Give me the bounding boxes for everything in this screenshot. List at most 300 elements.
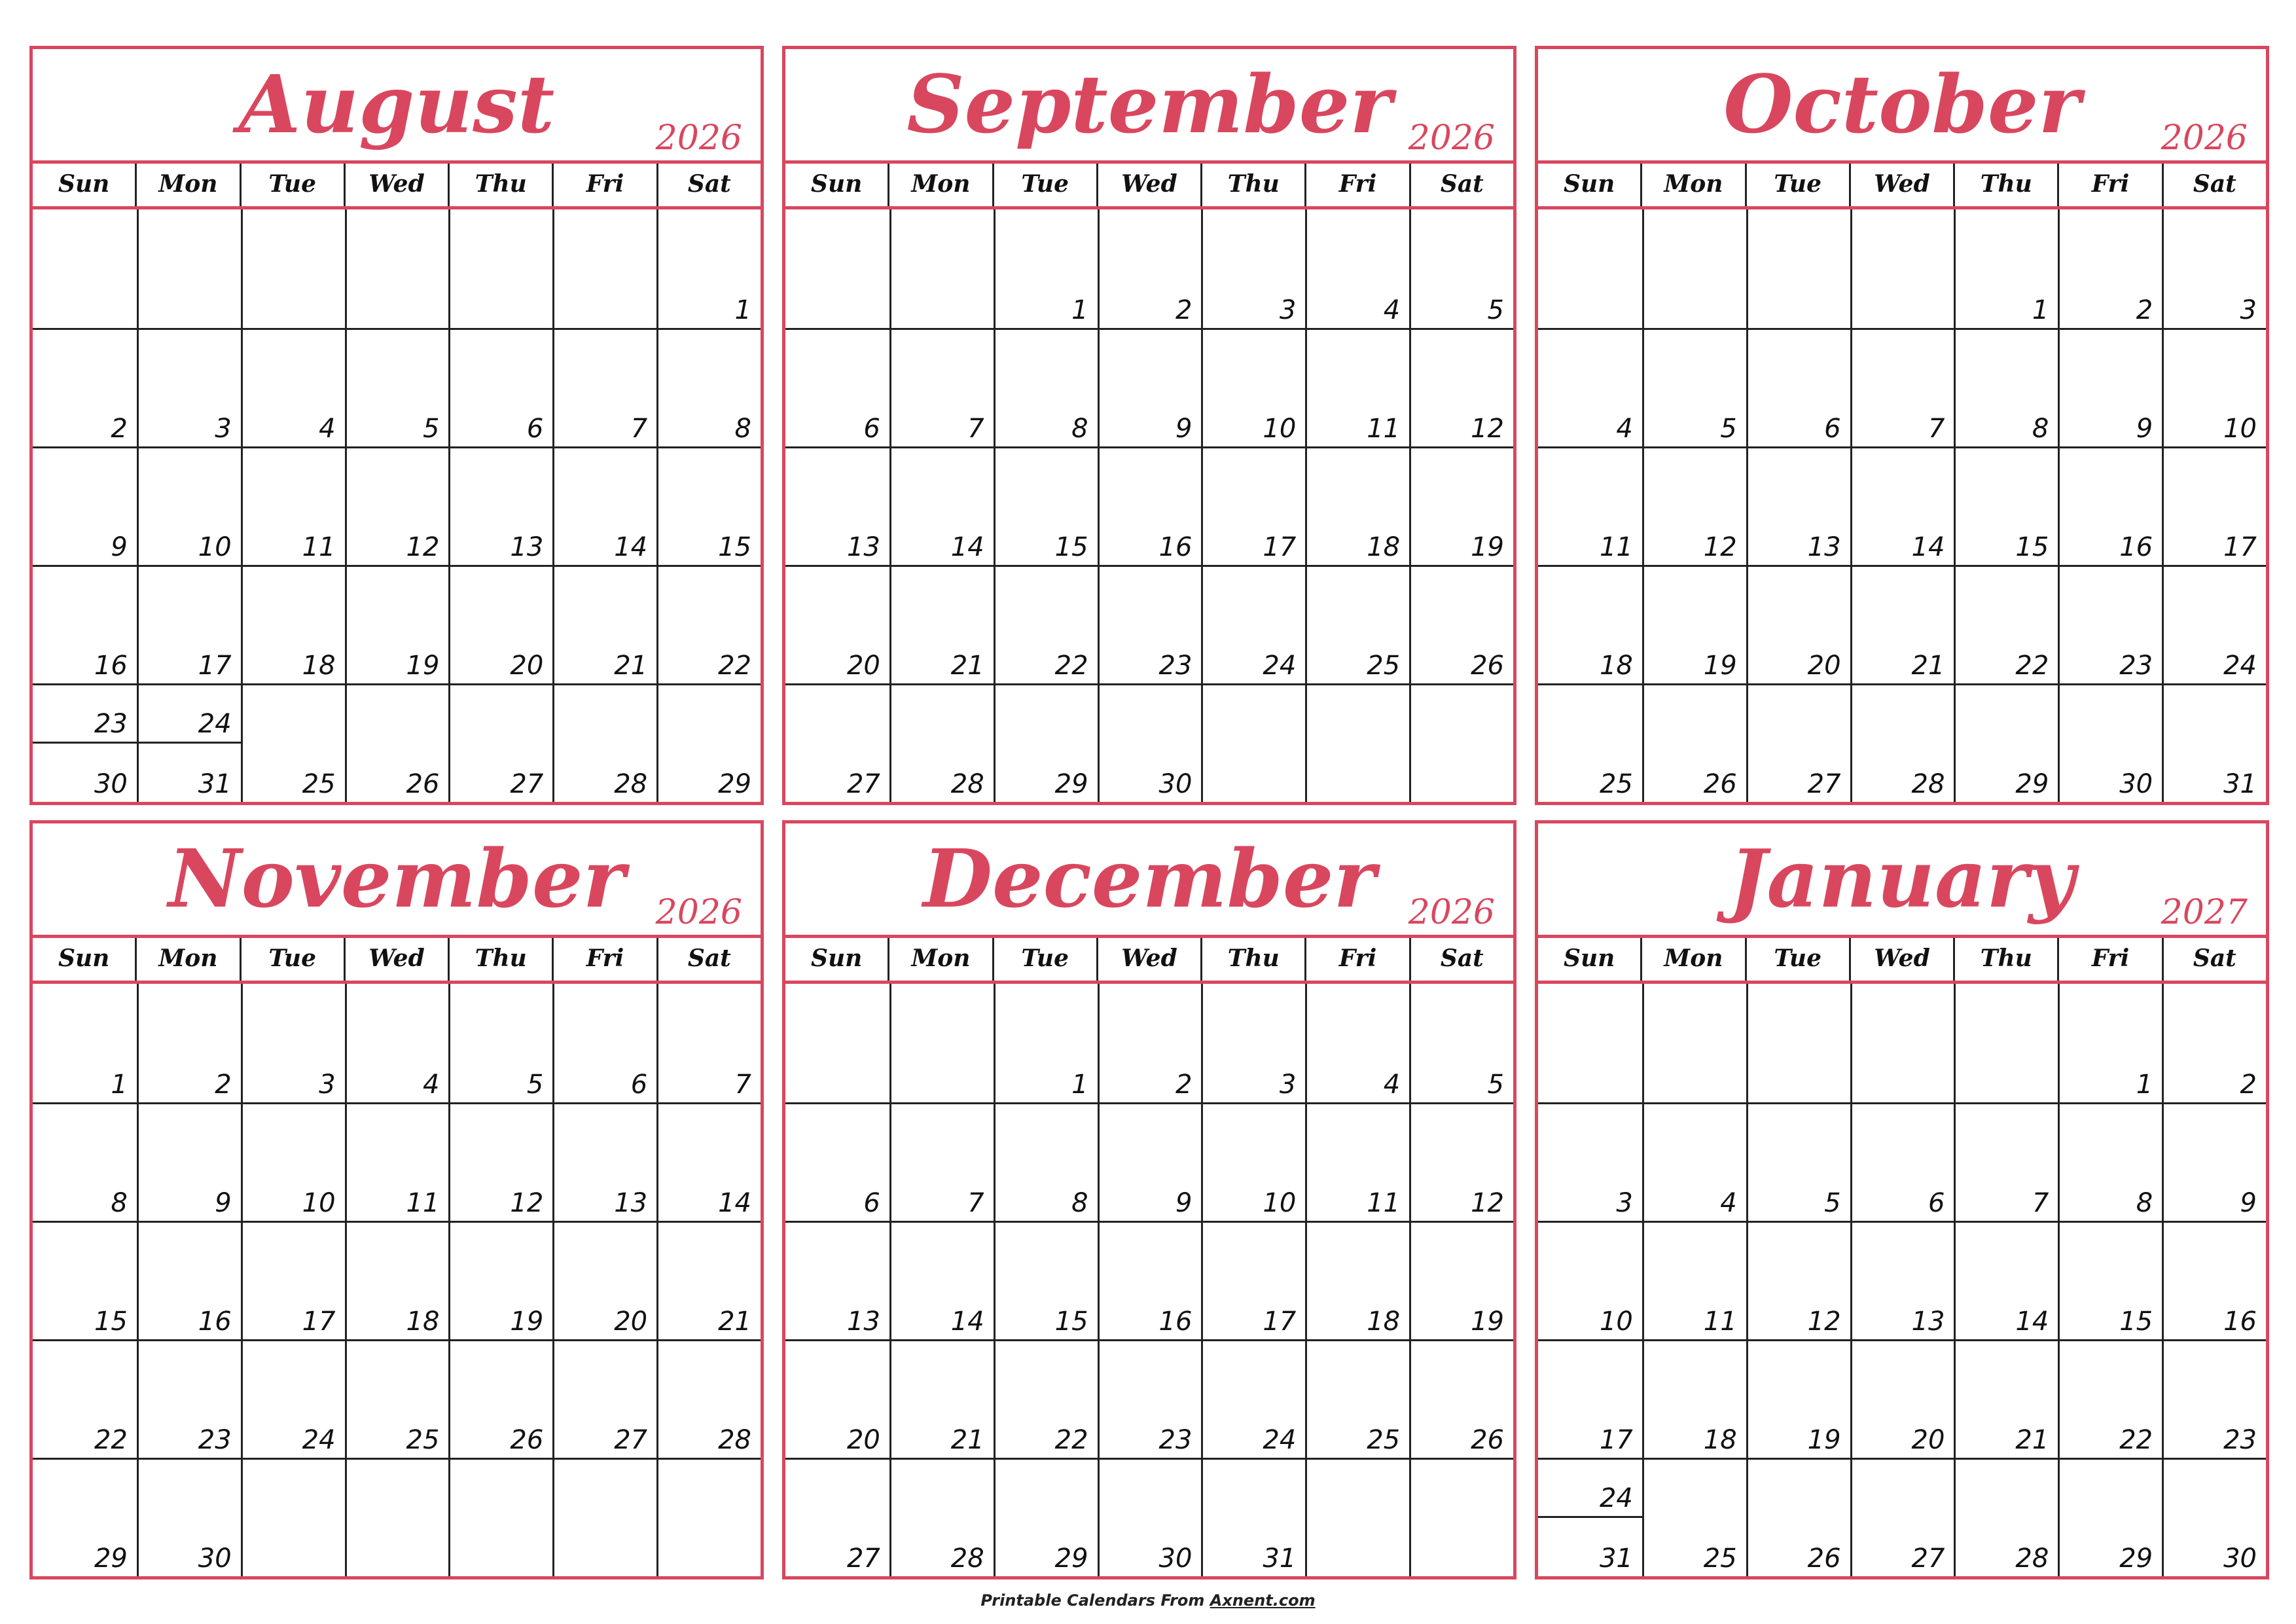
day-number: 13	[1807, 532, 1841, 562]
day-number: 24	[1263, 1425, 1297, 1455]
day-number: 30	[2119, 769, 2153, 799]
day-number: 12	[406, 532, 440, 562]
day-cell	[2058, 1221, 2162, 1339]
day-number: 23	[2223, 1425, 2257, 1455]
day-cell	[137, 209, 241, 328]
day-cell	[1746, 446, 1850, 565]
day-number: 25	[1367, 651, 1401, 681]
day-number: 11	[1367, 414, 1401, 444]
day-cell	[2058, 328, 2162, 446]
day-cell	[345, 209, 449, 328]
day-number: 9	[1175, 1188, 1193, 1218]
day-number: 4	[422, 1070, 440, 1100]
day-cell	[552, 209, 656, 328]
day-cell	[552, 446, 656, 565]
weekday-header-row	[33, 938, 761, 984]
day-number: 30	[2223, 1543, 2257, 1574]
day-cell	[2058, 446, 2162, 565]
day-cell-split-top	[33, 685, 137, 744]
day-number: 7	[630, 414, 648, 444]
day-number: 12	[1471, 414, 1504, 444]
day-cell	[1538, 328, 1642, 446]
day-cell	[552, 565, 656, 683]
day-cell	[1642, 328, 1746, 446]
weekday-label: Tue	[1745, 164, 1849, 206]
month-header	[33, 823, 761, 938]
day-number: 21	[950, 1425, 984, 1455]
day-number: 12	[1471, 1188, 1504, 1218]
day-cell	[241, 209, 345, 328]
day-number: 14	[950, 532, 984, 562]
day-cell	[994, 1458, 1098, 1576]
day-cell	[1098, 1339, 1202, 1458]
day-cell	[656, 328, 761, 446]
day-cell	[889, 1339, 994, 1458]
day-number: 22	[2119, 1425, 2153, 1455]
day-number: 8	[2032, 414, 2049, 444]
day-number: 16	[198, 1307, 232, 1337]
day-cell	[785, 984, 889, 1102]
day-number: 4	[1383, 1070, 1401, 1100]
day-number: 3	[1279, 295, 1297, 325]
day-cell	[889, 683, 994, 802]
day-number: 31	[1263, 1543, 1297, 1574]
day-grid	[785, 209, 1513, 802]
day-cell	[241, 328, 345, 446]
day-number: 16	[1158, 532, 1193, 562]
day-number: 1	[2136, 1070, 2153, 1100]
day-cell	[1201, 1458, 1305, 1576]
weekday-label: Thu	[1953, 164, 2057, 206]
day-cell	[33, 1339, 137, 1458]
day-number: 15	[1054, 532, 1088, 562]
day-cell	[1642, 446, 1746, 565]
day-number: 20	[1807, 651, 1841, 681]
day-cell	[785, 683, 889, 802]
day-number: 25	[1703, 1543, 1737, 1574]
weekday-label: Wed	[1096, 164, 1200, 206]
day-number: 10	[302, 1188, 336, 1218]
day-number: 12	[510, 1188, 544, 1218]
day-cell	[994, 209, 1098, 328]
day-number: 15	[718, 532, 751, 562]
day-cell	[2058, 565, 2162, 683]
day-cell	[889, 209, 994, 328]
weekday-label: Fri	[2057, 938, 2161, 981]
day-number: 31	[198, 769, 232, 799]
day-cell	[137, 984, 241, 1102]
day-cell	[33, 446, 137, 565]
day-number: 1	[1071, 1070, 1088, 1100]
day-cell	[1409, 683, 1513, 802]
day-number: 8	[1071, 1188, 1088, 1218]
day-number: 17	[1263, 532, 1297, 562]
day-cell	[1305, 1458, 1409, 1576]
weekday-label: Sun	[810, 945, 863, 972]
day-cell	[137, 328, 241, 446]
day-number: 30	[198, 1543, 232, 1574]
day-cell	[1954, 984, 2058, 1102]
day-cell	[1642, 565, 1746, 683]
day-number: 29	[1054, 769, 1088, 799]
day-number: 18	[1599, 651, 1633, 681]
day-cell	[1305, 209, 1409, 328]
weekday-label: Sat	[656, 938, 761, 981]
day-number: 7	[2032, 1188, 2049, 1218]
day-cell	[1201, 446, 1305, 565]
day-cell	[1201, 1102, 1305, 1221]
day-number: 5	[1487, 1070, 1504, 1100]
day-cell	[1954, 328, 2058, 446]
day-number: 29	[94, 1543, 128, 1574]
day-number: 8	[111, 1188, 128, 1218]
day-number: 22	[1054, 651, 1088, 681]
day-cell	[1954, 1458, 2058, 1576]
month-header	[1538, 49, 2266, 164]
weekday-label: Fri	[552, 938, 656, 981]
month-january	[1535, 820, 2269, 1579]
day-cell	[241, 1339, 345, 1458]
day-cell	[33, 1458, 137, 1576]
day-cell	[994, 1102, 1098, 1221]
day-cell	[2162, 328, 2266, 446]
day-cell	[137, 446, 241, 565]
day-cell	[1954, 446, 2058, 565]
weekday-label: Sat	[1409, 938, 1513, 981]
day-number: 18	[1367, 532, 1401, 562]
month-title: November	[168, 831, 625, 926]
month-november	[29, 820, 764, 1579]
day-cell	[448, 565, 552, 683]
weekday-label: Wed	[1849, 938, 1953, 981]
day-number: 16	[1158, 1307, 1193, 1337]
day-cell	[1409, 1102, 1513, 1221]
day-cell	[1746, 1458, 1850, 1576]
day-cell	[33, 565, 137, 683]
day-number: 13	[846, 1307, 880, 1337]
day-number: 18	[302, 651, 336, 681]
day-cell	[1850, 328, 1954, 446]
day-cell	[1642, 1339, 1746, 1458]
day-cell	[2058, 683, 2162, 802]
day-cell	[1098, 565, 1202, 683]
day-number: 19	[510, 1307, 544, 1337]
weekday-header-row	[33, 164, 761, 209]
weekday-label: Mon	[1640, 164, 1744, 206]
day-number: 23	[1158, 1425, 1193, 1455]
day-cell	[345, 984, 449, 1102]
day-number: 9	[2240, 1188, 2257, 1218]
day-number: 26	[1703, 769, 1737, 799]
day-number: 4	[1616, 414, 1633, 444]
day-cell	[1746, 1339, 1850, 1458]
month-year: 2026	[1408, 118, 1495, 158]
weekday-label: Thu	[1953, 938, 2057, 981]
day-number: 15	[94, 1307, 128, 1337]
day-cell	[785, 1221, 889, 1339]
footer-site-link[interactable]: Axnent.com	[1210, 1591, 1316, 1610]
weekday-label: Sun	[810, 170, 863, 198]
weekday-header-row	[1538, 164, 2266, 209]
day-cell	[785, 1458, 889, 1576]
day-cell	[656, 1458, 761, 1576]
day-number: 27	[846, 769, 880, 799]
day-cell	[1642, 209, 1746, 328]
day-number: 2	[1175, 1070, 1193, 1100]
day-number: 10	[2223, 414, 2257, 444]
day-cell	[345, 328, 449, 446]
day-cell	[656, 1339, 761, 1458]
day-number: 19	[1703, 651, 1737, 681]
day-cell-split-top	[139, 685, 241, 744]
day-cell	[448, 1102, 552, 1221]
day-cell	[656, 984, 761, 1102]
day-number: 15	[2015, 532, 2049, 562]
day-number: 4	[319, 414, 336, 444]
day-number: 23	[1158, 651, 1193, 681]
day-number: 17	[198, 651, 232, 681]
day-cell	[1409, 209, 1513, 328]
month-title: October	[1723, 57, 2081, 151]
day-cell	[241, 984, 345, 1102]
day-number: 20	[846, 1425, 880, 1455]
weekday-label: Thu	[1200, 938, 1304, 981]
day-cell	[2058, 1458, 2162, 1576]
day-number: 19	[1471, 1307, 1504, 1337]
day-cell	[1850, 209, 1954, 328]
day-cell	[2162, 1339, 2266, 1458]
day-number: 9	[2136, 414, 2153, 444]
day-number: 6	[863, 414, 880, 444]
day-number: 2	[2240, 1070, 2257, 1100]
day-number: 20	[846, 651, 880, 681]
day-cell	[345, 1221, 449, 1339]
day-number: 26	[510, 1425, 544, 1455]
day-cell	[785, 209, 889, 328]
day-number: 2	[1175, 295, 1193, 325]
month-title: December	[923, 831, 1376, 926]
weekday-label: Thu	[1200, 164, 1304, 206]
day-number: 15	[2119, 1307, 2153, 1337]
day-number: 27	[510, 769, 544, 799]
day-number: 7	[967, 414, 984, 444]
day-cell	[785, 1339, 889, 1458]
day-number: 20	[614, 1307, 648, 1337]
day-number: 30	[94, 769, 128, 799]
day-cell	[552, 683, 656, 802]
day-cell	[241, 1102, 345, 1221]
day-cell	[889, 1102, 994, 1221]
day-cell	[2058, 209, 2162, 328]
day-number: 28	[950, 1543, 984, 1574]
day-grid	[1538, 209, 2266, 802]
day-cell	[994, 1221, 1098, 1339]
day-cell	[1538, 984, 1642, 1102]
day-number: 22	[94, 1425, 128, 1455]
day-number: 4	[1383, 295, 1401, 325]
weekday-label: Tue	[992, 938, 1096, 981]
day-number: 18	[406, 1307, 440, 1337]
weekday-label: Sat	[2162, 164, 2266, 206]
day-number: 17	[1599, 1425, 1633, 1455]
day-cell	[1409, 984, 1513, 1102]
month-header	[785, 49, 1513, 164]
day-cell	[889, 984, 994, 1102]
day-number: 21	[2015, 1425, 2049, 1455]
day-number: 29	[718, 769, 751, 799]
weekday-label: Sun	[1563, 170, 1615, 198]
day-cell	[448, 1458, 552, 1576]
day-cell	[1201, 328, 1305, 446]
day-cell	[1850, 683, 1954, 802]
day-cell	[2058, 984, 2162, 1102]
day-cell	[345, 1339, 449, 1458]
weekday-label: Sun	[58, 170, 110, 198]
day-cell	[1201, 683, 1305, 802]
day-cell	[1850, 446, 1954, 565]
weekday-label: Fri	[552, 164, 656, 206]
day-cell	[2162, 209, 2266, 328]
day-number: 5	[1720, 414, 1737, 444]
day-grid	[785, 984, 1513, 1576]
day-cell	[448, 446, 552, 565]
day-cell	[2162, 565, 2266, 683]
day-cell	[1305, 984, 1409, 1102]
day-number: 3	[319, 1070, 336, 1100]
day-cell	[1409, 1458, 1513, 1576]
day-cell	[889, 1221, 994, 1339]
day-number: 19	[1807, 1425, 1841, 1455]
day-number: 23	[198, 1425, 232, 1455]
day-cell	[33, 1221, 137, 1339]
day-number: 3	[1279, 1070, 1297, 1100]
day-cell	[1098, 1102, 1202, 1221]
day-cell	[137, 1102, 241, 1221]
day-cell	[345, 446, 449, 565]
day-number: 5	[422, 414, 440, 444]
day-number: 13	[510, 532, 544, 562]
day-cell	[1098, 328, 1202, 446]
day-cell	[1538, 565, 1642, 683]
day-cell	[656, 683, 761, 802]
day-cell	[1098, 446, 1202, 565]
day-cell	[1409, 1339, 1513, 1458]
day-number: 29	[1054, 1543, 1088, 1574]
day-cell	[137, 1339, 241, 1458]
day-cell	[448, 1221, 552, 1339]
weekday-label: Thu	[448, 164, 552, 206]
day-number: 6	[1928, 1188, 1945, 1218]
weekday-label: Sat	[2162, 938, 2266, 981]
day-cell	[33, 328, 137, 446]
day-cell	[2162, 1221, 2266, 1339]
weekday-label: Fri	[2057, 164, 2161, 206]
day-cell	[994, 565, 1098, 683]
day-number: 14	[950, 1307, 984, 1337]
day-cell	[1642, 683, 1746, 802]
month-title: August	[238, 57, 555, 151]
day-grid	[33, 984, 761, 1576]
day-number: 9	[111, 532, 128, 562]
weekday-label: Sun	[58, 945, 110, 972]
day-number: 1	[111, 1070, 128, 1100]
day-cell	[656, 1221, 761, 1339]
day-number: 31	[2223, 769, 2257, 799]
day-cell	[994, 683, 1098, 802]
weekday-label: Tue	[240, 938, 344, 981]
day-cell	[345, 565, 449, 683]
day-number: 6	[630, 1070, 648, 1100]
day-cell	[1538, 209, 1642, 328]
day-cell	[2162, 446, 2266, 565]
day-cell	[552, 1221, 656, 1339]
day-cell	[137, 1458, 241, 1576]
day-cell	[448, 209, 552, 328]
day-cell	[1305, 565, 1409, 683]
day-number: 3	[1616, 1188, 1633, 1218]
day-cell	[33, 1102, 137, 1221]
weekday-label: Mon	[888, 164, 992, 206]
day-cell	[345, 683, 449, 802]
day-cell	[1954, 683, 2058, 802]
day-number: 1	[2032, 295, 2049, 325]
day-cell	[448, 683, 552, 802]
day-number: 26	[1471, 1425, 1504, 1455]
day-number: 22	[2015, 651, 2049, 681]
day-number: 28	[1911, 769, 1945, 799]
day-cell	[552, 1458, 656, 1576]
day-cell	[1305, 328, 1409, 446]
day-cell	[785, 328, 889, 446]
day-number: 23	[94, 709, 128, 739]
day-number: 22	[718, 651, 751, 681]
day-number: 11	[1703, 1307, 1737, 1337]
day-number: 11	[302, 532, 336, 562]
day-cell	[552, 1339, 656, 1458]
day-number: 21	[950, 651, 984, 681]
day-cell	[889, 446, 994, 565]
day-number: 6	[1824, 414, 1841, 444]
weekday-header-row	[785, 164, 1513, 209]
day-number: 27	[614, 1425, 648, 1455]
day-number: 13	[846, 532, 880, 562]
day-cell	[1954, 209, 2058, 328]
day-number: 14	[1911, 532, 1945, 562]
weekday-label: Tue	[240, 164, 344, 206]
day-number: 8	[734, 414, 751, 444]
day-cell	[889, 328, 994, 446]
day-cell	[552, 984, 656, 1102]
day-cell	[2162, 1458, 2266, 1576]
day-cell	[1538, 1339, 1642, 1458]
day-cell	[137, 683, 241, 802]
day-number: 26	[406, 769, 440, 799]
day-number: 15	[1054, 1307, 1088, 1337]
day-number: 26	[1807, 1543, 1841, 1574]
day-number: 3	[2240, 295, 2257, 325]
day-number: 10	[1263, 1188, 1297, 1218]
day-number: 1	[1071, 295, 1088, 325]
day-number: 24	[1599, 1483, 1633, 1513]
weekday-label: Mon	[1640, 938, 1744, 981]
day-cell	[2162, 984, 2266, 1102]
day-number: 19	[1471, 532, 1504, 562]
day-cell	[656, 565, 761, 683]
day-number: 14	[2015, 1307, 2049, 1337]
day-number: 19	[406, 651, 440, 681]
weekday-label: Wed	[344, 938, 448, 981]
day-cell	[1954, 1339, 2058, 1458]
